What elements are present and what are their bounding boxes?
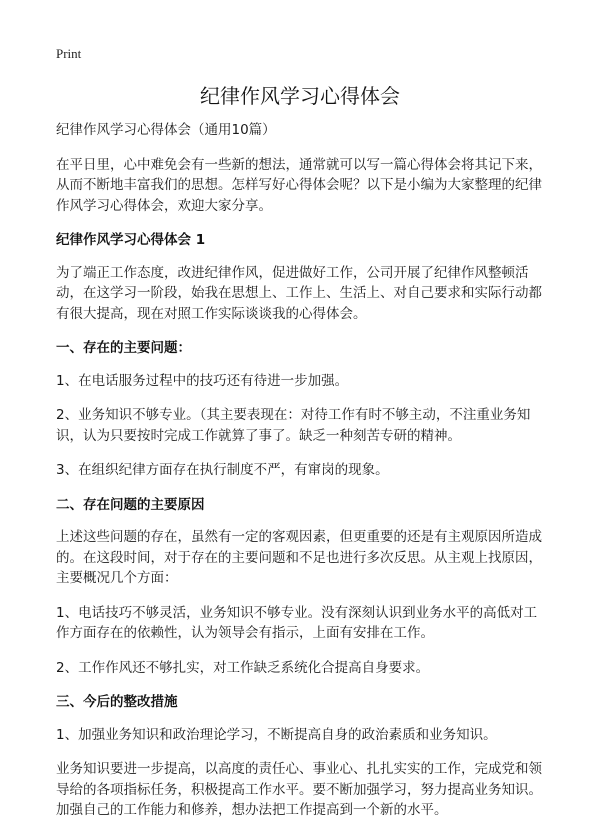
- section1-item-2: 2、业务知识不够专业。（其主要表现在：对待工作有时不够主动，不注重业务知识，认为只要按时完成工作就算了事了。缺乏一种刻苦专研的精神。: [56, 407, 531, 444]
- article-intro-paragraph: 为了端正工作态度，改进纪律作风，促进做好工作，公司开展了纪律作风整顿活动，在这学习一阶段，始我在思想上、工作上、生活上、对自己要求和实际行动都有很大提高，现在对照工作实际谈谈我的心得体会。: [56, 264, 542, 322]
- section2-intro-paragraph: 上述这些问题的存在，虽然有一定的客观因素，但更重要的还是有主观原因所造成的。在这段时间，对于存在的主要问题和不足也进行多次反思。从主观上找原因，主要概况几个方面：: [56, 529, 542, 586]
- intro-paragraph: 在平日里，心中难免会有一些新的想法，通常就可以写一篇心得体会将其记下来，从而不断地丰富我们的思想。怎样写好心得体会呢？以下是小编为大家整理的纪律作风学习心得体会，欢迎大家分享。: [56, 156, 542, 214]
- section2-heading: 二、存在问题的主要原因: [56, 496, 205, 513]
- section1-item-3: 3、在组织纪律方面存在执行制度不严，有窜岗的现象。: [56, 462, 389, 478]
- section1-heading: 一、存在的主要问题：: [56, 340, 191, 356]
- section2-item-2: 2、工作作风还不够扎实，对工作缺乏系统化合提高自身要求。: [56, 659, 430, 676]
- article-subtitle: 纪律作风学习心得体会（通用10篇）: [56, 122, 276, 138]
- page-title: 纪律作风学习心得体会: [200, 84, 400, 108]
- section3-heading: 三、今后的整改措施: [56, 694, 178, 710]
- article-heading: 纪律作风学习心得体会 1: [56, 232, 206, 248]
- section3-paragraph: 业务知识要进一步提高，以高度的责任心、事业心、扎扎实实的工作，完成党和领导给的各项指标任务，积极提高工作水平。要不断加强学习，努力提高业务知识。加强自己的工作能力和修养，想办法把工作提高到一个新的水平。: [56, 761, 542, 818]
- section1-item-1: 1、在电话服务过程中的技巧还有待进一步加强。: [56, 372, 349, 389]
- print-link[interactable]: Print: [56, 46, 82, 61]
- section3-item-1: 1、加强业务知识和政治理论学习，不断提高自身的政治素质和业务知识。: [56, 726, 497, 743]
- article-body: [56, 120, 548, 835]
- section2-item-1: 1、电话技巧不够灵活，业务知识不够专业。没有深刻认识到业务水平的高低对工作方面存在的依赖性，认为领导会有指示，上面有安排在工作。: [56, 604, 538, 641]
